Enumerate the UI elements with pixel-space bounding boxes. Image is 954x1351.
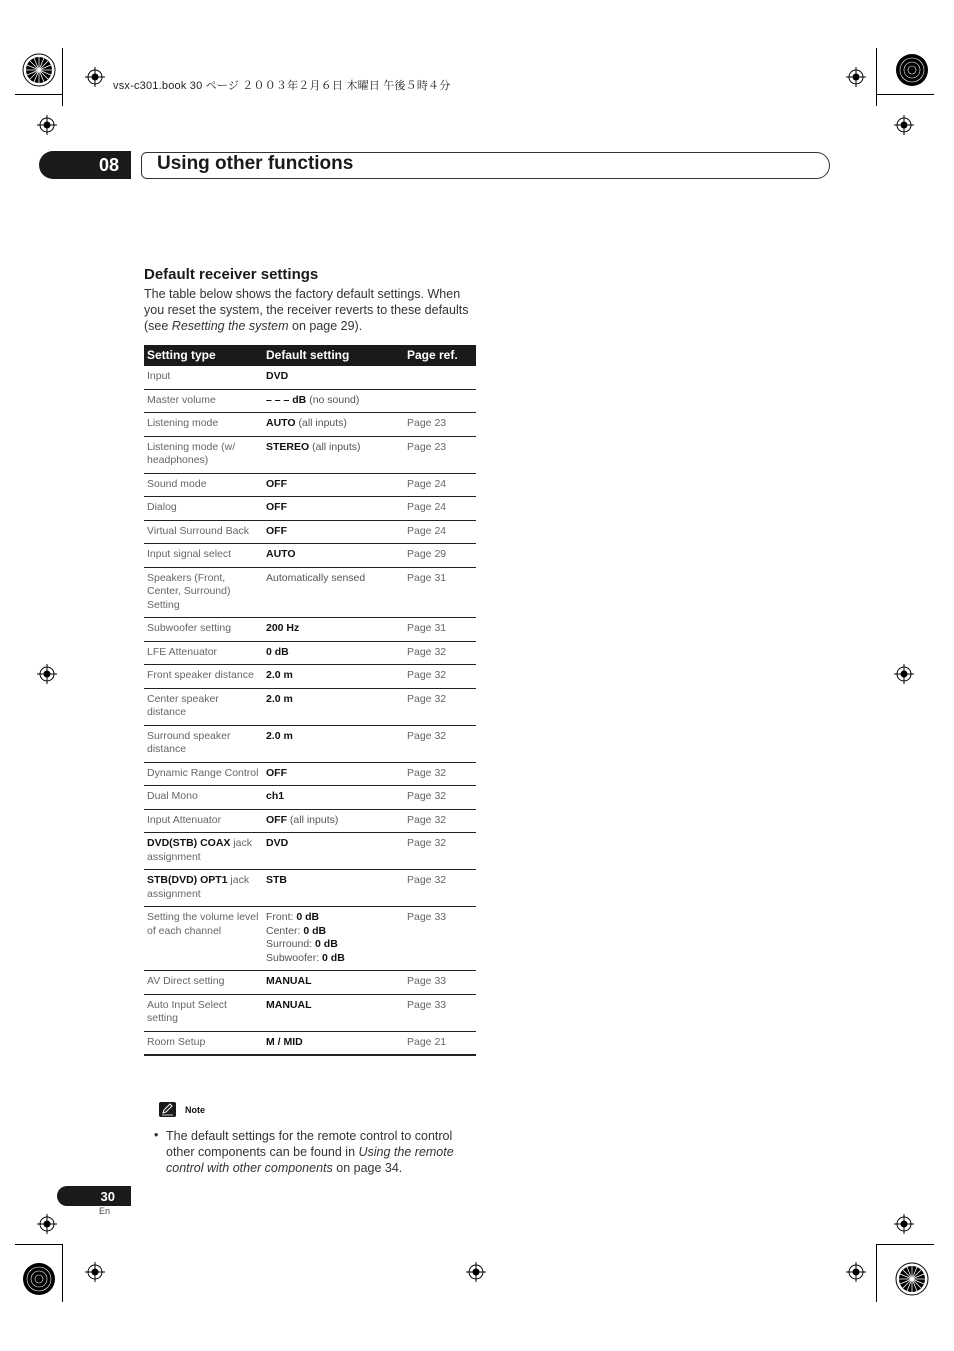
cell-value-text: Dialog [147, 501, 177, 513]
table-row [144, 618, 476, 642]
crop-mark [62, 1244, 63, 1302]
cell-default-setting [263, 762, 404, 786]
crosshair-icon [85, 1262, 105, 1282]
cell-value-text: Virtual Surround Back [147, 524, 249, 537]
cell-value-text: Center: [266, 924, 304, 937]
crosshair-icon [846, 67, 866, 87]
cell-setting-type [144, 389, 263, 413]
cell-page-ref: Page 32 [404, 786, 476, 810]
cell-default-setting [263, 544, 404, 568]
cell-value-bold: STB [266, 874, 287, 886]
cell-value-text: Automatically sensed [266, 571, 366, 584]
cell-value-text: (all inputs) [287, 813, 339, 826]
registration-wheel-icon [22, 53, 56, 87]
cell-value-bold: 0 dB [322, 951, 345, 964]
cell-default-setting [263, 366, 404, 389]
table-row [144, 567, 476, 618]
cell-default-setting [263, 567, 404, 618]
cell-default-setting [263, 473, 404, 497]
cell-value-text: Listening mode [147, 417, 219, 429]
cell-setting-type [144, 641, 263, 665]
cell-page-ref: Page 32 [404, 665, 476, 689]
cell-page-ref: Page 33 [404, 994, 476, 1031]
cell-page-ref: Page 32 [404, 725, 476, 762]
cell-default-setting [263, 971, 404, 995]
cell-value-bold: DVD [266, 370, 289, 382]
cell-default-setting [263, 994, 404, 1031]
cell-default-setting [263, 389, 404, 413]
cell-default-setting [263, 786, 404, 810]
cell-value-bold: – – – dB [266, 393, 307, 406]
cell-value-text: jack assignment [147, 837, 253, 863]
cell-value-text: Input signal select [147, 548, 232, 560]
cell-value-bold: MANUAL [266, 998, 312, 1011]
cell-value-bold: MANUAL [266, 975, 312, 987]
table-header-row [144, 345, 476, 366]
crosshair-icon [846, 1262, 866, 1282]
cell-value-text: (all inputs) [309, 440, 361, 453]
cell-value-bold: 0 dB [266, 645, 289, 658]
cell-page-ref: Page 31 [404, 618, 476, 642]
file-header: vsx-c301.book 30 ページ ２００３年２月６日 木曜日 午後５時４分 [113, 80, 451, 92]
cell-value-bold: 2.0 m [266, 729, 293, 742]
cell-setting-type [144, 665, 263, 689]
section-title: Default receiver settings [144, 266, 319, 283]
cell-default-setting [263, 618, 404, 642]
header-default-setting: Default setting [263, 345, 404, 366]
crop-mark [876, 1244, 877, 1302]
cell-default-setting [263, 870, 404, 907]
cell-page-ref: Page 24 [404, 473, 476, 497]
cell-page-ref: Page 24 [404, 497, 476, 521]
intro-paragraph [144, 286, 479, 334]
crosshair-icon [466, 1262, 486, 1282]
page-number: 30 [57, 1186, 131, 1206]
cell-setting-type [144, 833, 263, 870]
cell-setting-type [144, 809, 263, 833]
cell-page-ref: Page 33 [404, 907, 476, 971]
table-row [144, 520, 476, 544]
cell-value-text: jack assignment [147, 874, 250, 900]
cell-value-bold: OFF [266, 524, 287, 537]
cell-default-setting [263, 725, 404, 762]
cell-value-text: (no sound) [306, 393, 360, 406]
cell-setting-type [144, 473, 263, 497]
cell-value-text: Listening mode (w/ headphones) [147, 440, 236, 466]
cell-value-text: LFE Attenuator [147, 645, 218, 658]
cell-default-setting [263, 833, 404, 870]
cell-setting-type [144, 436, 263, 473]
cell-value-text: Front: [266, 911, 297, 923]
cell-page-ref: Page 23 [404, 413, 476, 437]
intro-text: The table below shows the factory default settings. When you reset the system, the receiver reverts to these defaults (see [144, 287, 469, 333]
cell-value-text: Front speaker distance [147, 669, 254, 681]
table-row [144, 994, 476, 1031]
registration-wheel-icon [895, 53, 929, 87]
cell-default-setting [263, 520, 404, 544]
cell-default-setting [263, 907, 404, 971]
cell-value-bold: 0 dB [315, 938, 338, 950]
table-row [144, 833, 476, 870]
cell-setting-type [144, 567, 263, 618]
cell-value-bold: AUTO [266, 417, 296, 429]
chapter-number: 08 [39, 151, 131, 179]
cell-page-ref: Page 32 [404, 762, 476, 786]
crosshair-icon [894, 664, 914, 684]
cell-value-bold: STEREO [266, 440, 310, 453]
cell-page-ref: Page 32 [404, 641, 476, 665]
cell-page-ref [404, 366, 476, 389]
table-row [144, 762, 476, 786]
table-row [144, 971, 476, 995]
cell-value-text: Subwoofer: [266, 951, 323, 964]
cell-value-text: Center speaker distance [147, 692, 219, 718]
cell-value-bold: ch1 [266, 790, 285, 802]
cell-value-bold: STB(DVD) OPT1 [147, 874, 228, 886]
cell-value-bold: OFF [266, 766, 287, 779]
table-row [144, 497, 476, 521]
cell-page-ref: Page 31 [404, 567, 476, 618]
cell-value-text: (all inputs) [295, 417, 347, 429]
cell-setting-type [144, 907, 263, 971]
cell-value-text: AV Direct setting [147, 975, 225, 987]
intro-reference: Resetting the system [171, 319, 289, 333]
cell-value-text: Auto Input Select setting [147, 998, 227, 1024]
table-row [144, 413, 476, 437]
cell-value-bold: DVD [266, 837, 289, 849]
cell-setting-type [144, 618, 263, 642]
crop-mark [876, 1244, 934, 1245]
table-row [144, 907, 476, 971]
table-row [144, 389, 476, 413]
cell-value-text: Dynamic Range Control [147, 766, 259, 779]
cell-value-text: Dual Mono [147, 790, 198, 802]
crop-mark [15, 1244, 63, 1245]
cell-value-bold: OFF [266, 477, 287, 490]
table-row [144, 1031, 476, 1055]
table-row [144, 725, 476, 762]
cell-default-setting [263, 1031, 404, 1055]
note-reference: Using the remote control with other components [166, 1145, 454, 1175]
cell-page-ref: Page 29 [404, 544, 476, 568]
note-bullet: • [154, 1128, 159, 1142]
cell-setting-type [144, 786, 263, 810]
table-row [144, 809, 476, 833]
cell-setting-type [144, 520, 263, 544]
cell-page-ref: Page 21 [404, 1031, 476, 1055]
table-row [144, 544, 476, 568]
cell-value-bold: 200 Hz [266, 622, 300, 634]
intro-text-end: on page 29). [288, 319, 363, 333]
cell-value-bold: M / MID [266, 1035, 303, 1048]
cell-value-text: Surround speaker distance [147, 729, 231, 755]
cell-setting-type [144, 971, 263, 995]
note-pencil-icon [159, 1102, 176, 1117]
table-row [144, 786, 476, 810]
crosshair-icon [894, 115, 914, 135]
crop-mark [62, 48, 63, 106]
cell-value-bold: AUTO [266, 548, 296, 560]
cell-default-setting [263, 688, 404, 725]
crosshair-icon [85, 67, 105, 87]
cell-value-text: Surround: [266, 938, 316, 950]
crop-mark [876, 94, 934, 95]
header-page-ref: Page ref. [404, 345, 476, 366]
cell-setting-type [144, 762, 263, 786]
note-text-start: The default settings for the remote control to control other components can be found in [166, 1129, 453, 1159]
cell-page-ref: Page 32 [404, 870, 476, 907]
table-row [144, 688, 476, 725]
cell-value-bold: 0 dB [303, 924, 327, 937]
crosshair-icon [894, 1214, 914, 1234]
cell-page-ref: Page 23 [404, 436, 476, 473]
cell-setting-type [144, 544, 263, 568]
crosshair-icon [37, 664, 57, 684]
cell-default-setting [263, 809, 404, 833]
cell-value-text: Input [147, 370, 171, 382]
cell-value-bold: OFF [266, 501, 287, 513]
crosshair-icon [37, 115, 57, 135]
table-row [144, 473, 476, 497]
cell-default-setting [263, 665, 404, 689]
cell-setting-type [144, 994, 263, 1031]
table-row [144, 436, 476, 473]
cell-setting-type [144, 725, 263, 762]
cell-page-ref: Page 32 [404, 688, 476, 725]
registration-wheel-icon [895, 1262, 929, 1296]
crop-mark [876, 48, 877, 106]
page-language: En [99, 1206, 111, 1216]
cell-setting-type [144, 1031, 263, 1055]
cell-default-setting [263, 641, 404, 665]
header-setting-type: Setting type [144, 345, 263, 366]
cell-default-setting [263, 436, 404, 473]
cell-value-text: Input Attenuator [147, 813, 222, 826]
cell-value-text: Room Setup [147, 1035, 206, 1048]
cell-setting-type [144, 688, 263, 725]
cell-setting-type [144, 870, 263, 907]
note-text [166, 1128, 478, 1176]
cell-page-ref: Page 24 [404, 520, 476, 544]
table-row [144, 870, 476, 907]
cell-setting-type [144, 497, 263, 521]
table-row [144, 665, 476, 689]
cell-default-setting [263, 413, 404, 437]
registration-wheel-icon [22, 1262, 56, 1296]
cell-page-ref: Page 32 [404, 833, 476, 870]
cell-value-text: Sound mode [147, 477, 207, 490]
cell-value-text: Setting the volume level of each channel [147, 911, 259, 937]
table-row [144, 641, 476, 665]
note-text-end: on page 34. [332, 1161, 403, 1175]
cell-value-bold: 2.0 m [266, 692, 293, 705]
chapter-title: Using other functions [157, 153, 354, 174]
cell-page-ref: Page 33 [404, 971, 476, 995]
cell-value-bold: OFF [266, 813, 287, 826]
crop-mark [15, 94, 63, 95]
default-settings-table [144, 345, 476, 1056]
cell-page-ref [404, 389, 476, 413]
table-body [144, 366, 476, 1055]
cell-value-bold: 0 dB [296, 911, 320, 923]
crosshair-icon [37, 1214, 57, 1234]
cell-value-text: Speakers (Front, Center, Surround) Setting [147, 571, 231, 611]
cell-page-ref: Page 32 [404, 809, 476, 833]
cell-setting-type [144, 366, 263, 389]
cell-value-text: Master volume [147, 393, 216, 406]
cell-setting-type [144, 413, 263, 437]
cell-value-bold: 2.0 m [266, 669, 293, 681]
note-label: Note [185, 1105, 205, 1115]
cell-value-bold: DVD(STB) COAX [147, 837, 231, 849]
cell-default-setting [263, 497, 404, 521]
table-row [144, 366, 476, 389]
cell-value-text: Subwoofer setting [147, 622, 232, 634]
